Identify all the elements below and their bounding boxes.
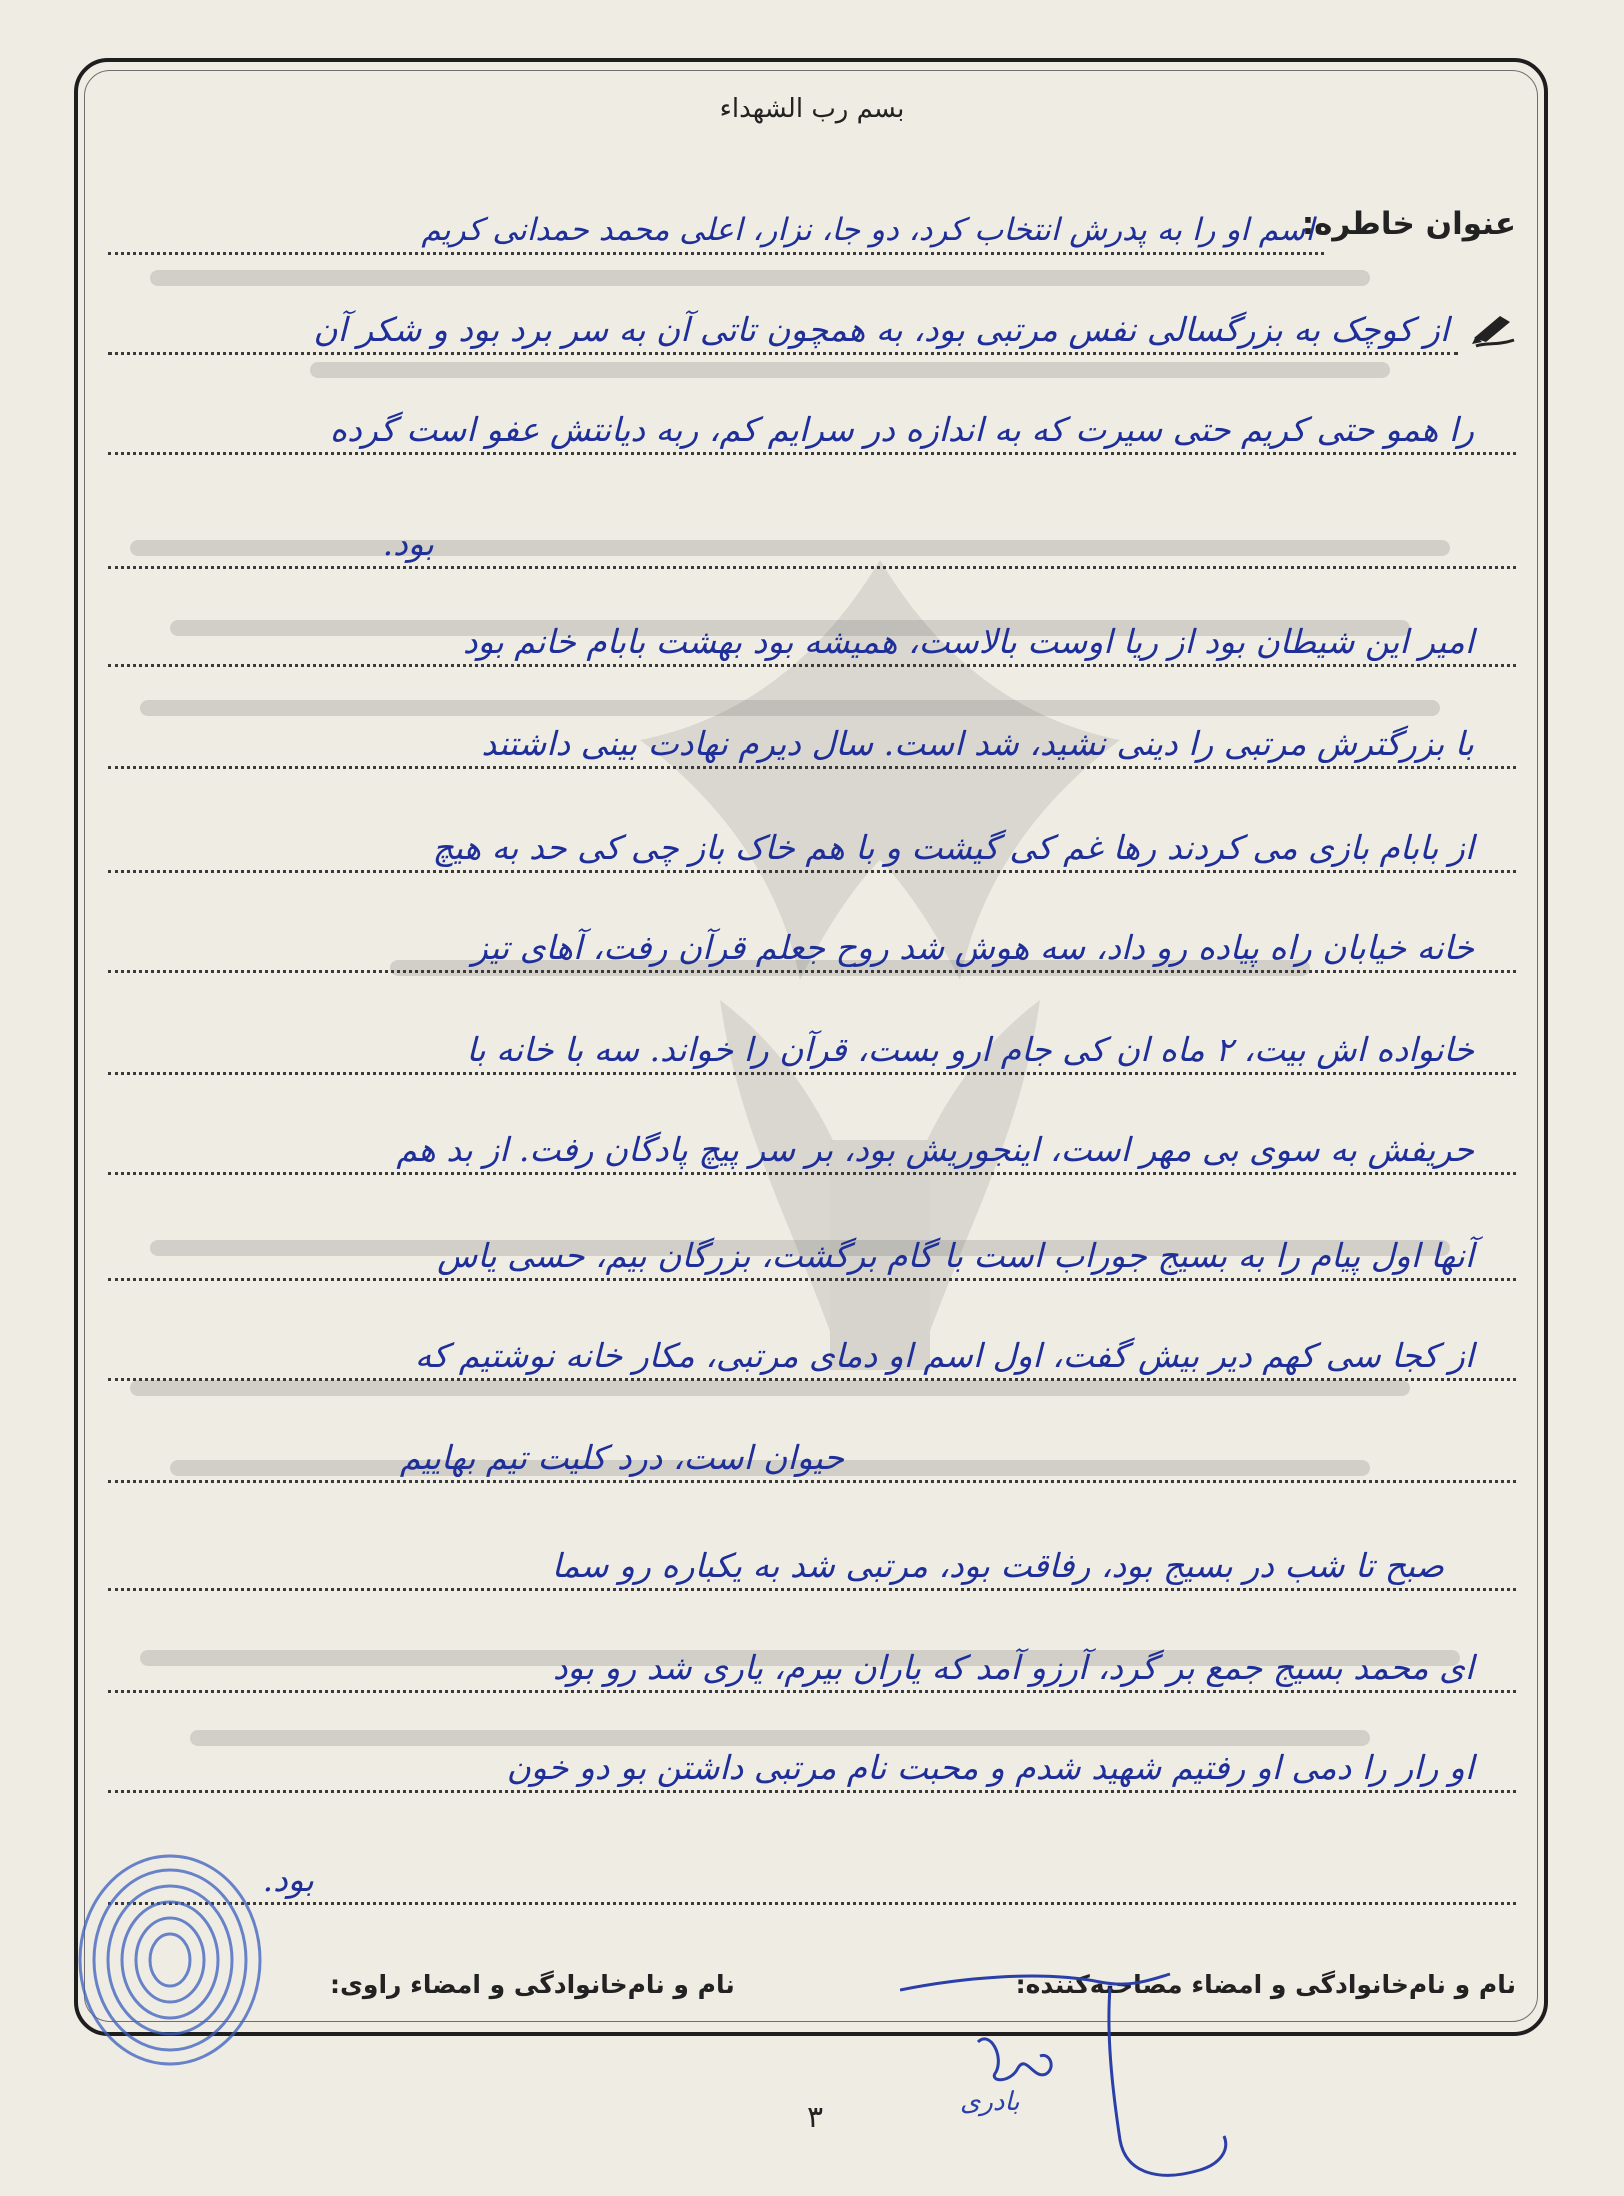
handwritten-line: حیوان است، درد کلیت تیم بهاییم xyxy=(399,1438,844,1477)
dotted-line xyxy=(108,566,1516,569)
dotted-line xyxy=(108,870,1516,873)
handwritten-line: امیر این شیطان بود از ریا اوست بالاست، همیشه بود بهشت بابام خانم بود xyxy=(462,622,1474,661)
handwritten-line: از بابام بازی می کردند رها غم کی گیشت و با هم خاک باز چی کی حد به هیچ xyxy=(432,828,1474,867)
handwritten-line: حریفش به سوی بی مهر است، اینجوریش بود، بر سر پیچ پادگان رفت. از بد هم xyxy=(396,1130,1474,1169)
handwritten-line: با بزرگترش مرتبی را دینی نشید، شد است. سال دیرم نهادت بینی داشتند xyxy=(481,724,1474,763)
handwritten-line: آنها اول پیام را به بسیج جوراب است با گام برگشت، بزرگان بیم، حسی یاس xyxy=(437,1236,1474,1275)
interviewer-signature xyxy=(900,1960,1240,2190)
handwritten-line: از کوچک به بزرگسالی نفس مرتبی بود، به همچون تاتی آن به سر برد بود و شکر آن xyxy=(313,310,1449,349)
dotted-line xyxy=(108,352,1458,355)
narrator-signature-label: نام و نام‌خانوادگی و امضاء راوی: xyxy=(330,1970,735,1999)
dotted-line xyxy=(108,1690,1516,1693)
handwritten-line: اسم او را به پدرش انتخاب کرد، دو جا، نزار، اعلی محمد حمدانی کریم xyxy=(421,212,1314,248)
page-number: ۳ xyxy=(806,2100,824,2135)
memory-title-label: عنوان خاطره: xyxy=(1301,206,1516,242)
handwritten-line: بود. xyxy=(382,524,434,563)
handwritten-line: را همو حتی کریم حتی سیرت که به اندازه در سرایم کم، ربه دیانتش عفو است گرده xyxy=(329,410,1474,449)
dotted-line xyxy=(108,766,1516,769)
dotted-line xyxy=(108,1072,1516,1075)
dotted-line xyxy=(108,452,1516,455)
fingerprint-icon xyxy=(60,1840,270,2070)
signature-text: بادری xyxy=(960,2087,1020,2117)
header-title: بسم رب الشهداء xyxy=(719,94,905,124)
handwritten-line: از کجا سی کهم دیر بیش گفت، اول اسم او دمای مرتبی، مکار خانه نوشتیم که xyxy=(414,1336,1474,1375)
dotted-line xyxy=(108,1278,1516,1281)
dotted-line xyxy=(108,1790,1516,1793)
pen-writing-icon xyxy=(1470,308,1516,348)
dotted-line xyxy=(108,1378,1516,1381)
dotted-line xyxy=(108,970,1516,973)
handwritten-line: بود. xyxy=(262,1860,314,1899)
interviewer-signature-label: نام و نام‌خانوادگی و امضاء مصاحبه‌کننده: xyxy=(1015,1970,1516,1999)
dotted-line xyxy=(108,1588,1516,1591)
dotted-line xyxy=(108,1480,1516,1483)
handwritten-line: صبح تا شب در بسیج بود، رفاقت بود، مرتبی شد به یکباره رو سما xyxy=(551,1546,1444,1585)
dotted-line xyxy=(108,252,1324,255)
handwritten-line: او رار را دمی او رفتیم شهید شدم و محبت نام مرتبی داشتن بو دو خون xyxy=(506,1748,1474,1787)
dotted-line xyxy=(108,664,1516,667)
dotted-line xyxy=(108,1172,1516,1175)
handwritten-line: خانه خیابان راه پیاده رو داد، سه هوش شد روح جعلم قرآن رفت، آهای تیز xyxy=(471,928,1474,967)
handwritten-line: ای محمد بسیج جمع بر گرد، آرزو آمد که یاران بیرم، یاری شد رو بود xyxy=(552,1648,1474,1687)
handwritten-line: خانواده اش بیت، ۲ ماه ان کی جام ارو بست، قرآن را خواند. سه با خانه با xyxy=(466,1030,1474,1069)
dotted-line xyxy=(108,1902,1516,1905)
